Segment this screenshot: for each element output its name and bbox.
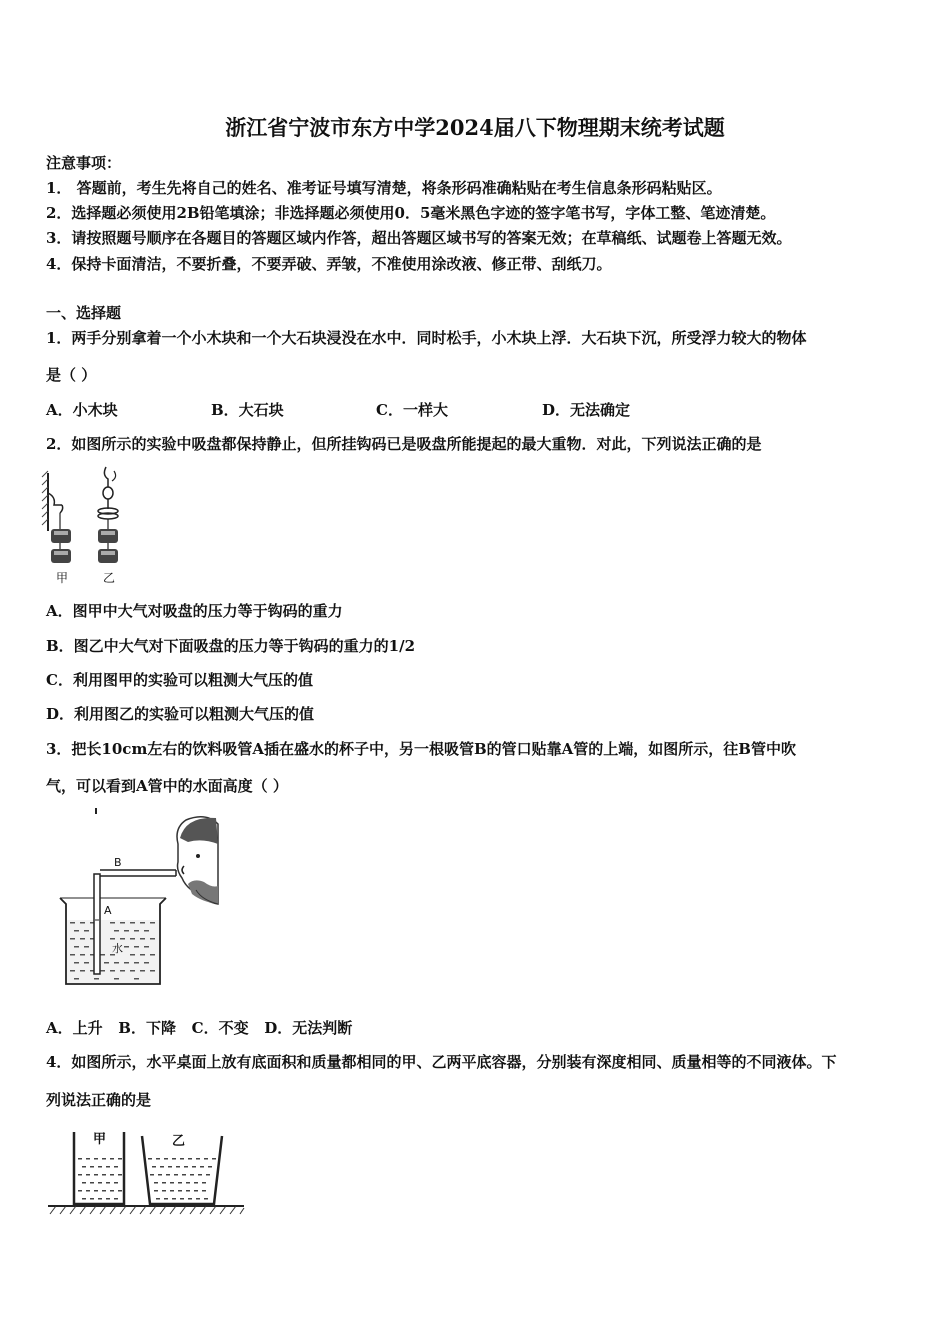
notice-item: 2．选择题必须使用2B铅笔填涂；非选择题必须使用0．5毫米黑色字迹的签字笔书写，字体工整、笔迹清楚。 (46, 204, 776, 222)
question-1-option-a: A．小木块 (46, 401, 118, 419)
straw-b-label: B (114, 856, 122, 869)
water-label: 水 (112, 942, 123, 955)
containers-figure (46, 1124, 246, 1220)
question-2-option-d: D．利用图乙的实验可以粗测大气压的值 (46, 705, 315, 723)
page-title: 浙江省宁波市东方中学2024届八下物理期末统考试题 (225, 115, 725, 140)
question-3-stem-cont: 气，可以看到A管中的水面高度（ ） (46, 777, 288, 795)
question-1-option-b: B．大石块 (211, 401, 284, 419)
question-2-option-c: C．利用图甲的实验可以粗测大气压的值 (46, 671, 313, 689)
notice-item: 3．请按照题号顺序在各题目的答题区域内作答，超出答题区域书写的答案无效；在草稿纸、试题卷上答题无效。 (46, 229, 792, 247)
section-heading: 一、选择题 (46, 304, 122, 322)
question-1-option-c: C．一样大 (376, 401, 448, 419)
figure-label-yi: 乙 (103, 571, 116, 585)
suction-cup-figure (40, 463, 130, 588)
question-2-stem: 2．如图所示的实验中吸盘都保持静止，但所挂钩码已是吸盘所能提起的最大重物．对此，下列说法正确的是 (46, 435, 762, 453)
container-label-jia: 甲 (93, 1132, 107, 1147)
notice-item: 1． 答题前，考生先将自己的姓名、准考证号填写清楚，将条形码准确粘贴在考生信息条形码粘贴区。 (46, 179, 722, 197)
question-4-stem-cont: 列说法正确的是 (46, 1091, 152, 1109)
question-3-options: A．上升 B．下降 C．不变 D．无法判断 (46, 1019, 353, 1037)
question-2-option-a: A．图甲中大气对吸盘的压力等于钩码的重力 (46, 602, 343, 620)
notice-item: 4．保持卡面清洁，不要折叠，不要弄破、弄皱，不准使用涂改液、修正带、刮纸刀。 (46, 255, 612, 273)
notice-heading: 注意事项： (46, 154, 122, 172)
question-3-stem: 3．把长10cm左右的饮料吸管A插在盛水的杯子中，另一根吸管B的管口贴靠A管的上端，如图所示，往B管中吹 (46, 740, 796, 758)
straw-a-label: A (104, 904, 112, 917)
container-label-yi: 乙 (172, 1134, 186, 1149)
figure-label-jia: 甲 (56, 571, 69, 585)
question-2-option-b: B．图乙中大气对下面吸盘的压力等于钩码的重力的1/2 (46, 637, 416, 655)
straw-experiment-figure (46, 808, 222, 990)
question-1-option-d: D．无法确定 (542, 401, 631, 419)
question-4-stem: 4．如图所示，水平桌面上放有底面积和质量都相同的甲、乙两平底容器，分别装有深度相同、质量相等的不同液体。下 (46, 1053, 837, 1071)
question-1-stem: 1．两手分别拿着一个小木块和一个大石块浸没在水中．同时松手，小木块上浮．大石块下沉，所受浮力较大的物体 (46, 329, 807, 347)
question-1-stem-cont: 是（ ） (46, 366, 97, 384)
